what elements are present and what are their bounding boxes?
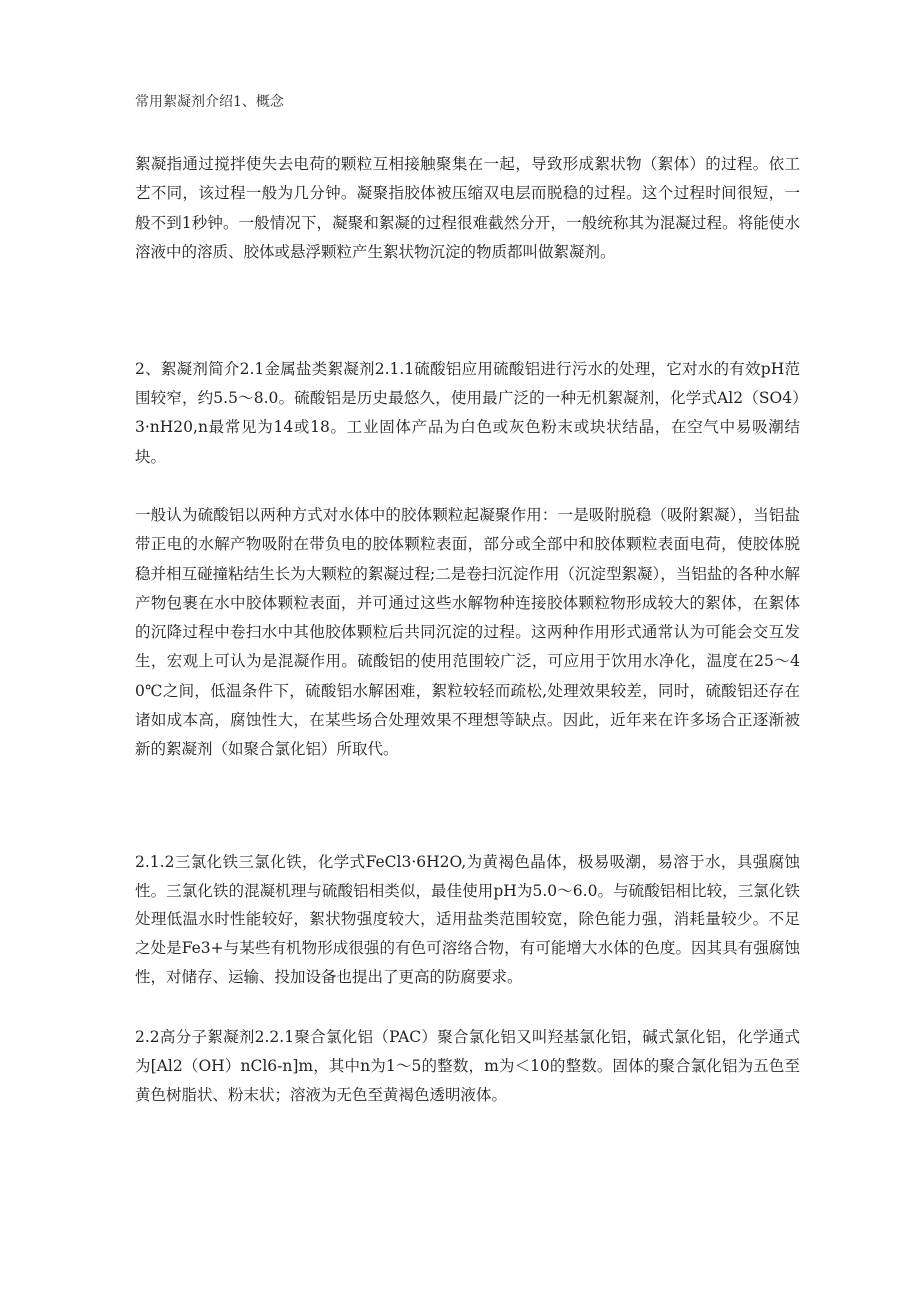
paragraph-ferric-chloride: 2.1.2三氯化铁三氯化铁，化学式FeCl3·6H2O,为黄褐色晶体，极易吸潮，易溶于水，具强腐蚀性。三氯化铁的混凝机理与硫酸铝相类似，最佳使用pH为5.0～6.0。与硫酸铝相比较，三氯化铁处理低温水时性能较好，絮状物强度较大，适用盐类范围较宽，除色能力强，消耗量较少。不足之处是Fe3+与某些有机物形成很强的有色可溶络合物，有可能增大水体的色度。因其具有强腐蚀性，对储存、运输、投加设备也提出了更高的防腐要求。: [135, 853, 800, 986]
paragraph-flocculation-concept: 絮凝指通过搅拌使失去电荷的颗粒互相接触聚集在一起，导致形成絮状物（絮体）的过程。依工艺不同，该过程一般为几分钟。凝聚指胶体被压缩双电层而脱稳的过程。这个过程时间很短，一般不到1秒钟。一般情况下，凝聚和絮凝的过程很难截然分开，一般统称其为混凝过程。将能使水溶液中的溶质、胶体或悬浮颗粒产生絮状物沉淀的物质都叫做絮凝剂。: [135, 155, 800, 262]
paragraph-aluminum-sulfate-intro: 2、絮凝剂简介2.1金属盐类絮凝剂2.1.1硫酸铝应用硫酸铝进行污水的处理，它对水的有效pH范围较窄，约5.5～8.0。硫酸铝是历史最悠久，使用最广泛的一种无机絮凝剂，化学式Al2（SO4）3·nH20,n最常见为14或18。工业固体产品为白色或灰色粉末或块状结晶，在空气中易吸潮结块。: [135, 360, 800, 466]
paragraph-aluminum-sulfate-mechanism: 一般认为硫酸铝以两种方式对水体中的胶体颗粒起凝聚作用：一是吸附脱稳（吸附絮凝），当铝盐带正电的水解产物吸附在带负电的胶体颗粒表面，部分或全部中和胶体颗粒表面电荷，使胶体脱稳并相互碰撞粘结生长为大颗粒的絮凝过程;二是卷扫沉淀作用（沉淀型絮凝），当铝盐的各种水解产物包裹在水中胶体颗粒表面，并可通过这些水解物种连接胶体颗粒物形成较大的絮体，在絮体的沉降过程中卷扫水中其他胶体颗粒后共同沉淀的过程。这两种作用形式通常认为可能会交互发生，宏观上可认为是混凝作用。硫酸铝的使用范围较广泛，可应用于饮用水净化，温度在25～40℃之间，低温条件下，硫酸铝水解困难，絮粒较轻而疏松,处理效果较差，同时，硫酸铝还存在诸如成本高，腐蚀性大，在某些场合处理效果不理想等缺点。因此，近年来在许多场合正逐渐被新的絮凝剂（如聚合氯化铝）所取代。: [135, 506, 800, 759]
paragraph-polymer-flocculant-pac: 2.2高分子絮凝剂2.2.1聚合氯化铝（PAC）聚合氯化铝又叫羟基氯化铝，碱式氯化铝，化学通式为[Al2（OH）nCl6-n]m，其中n为1～5的整数，m为＜10的整数。固体的聚合氯化铝为五色至黄色树脂状、粉末状；溶液为无色至黄褐色透明液体。: [135, 1028, 800, 1104]
document-heading: 常用絮凝剂介绍1、概念: [135, 94, 284, 110]
